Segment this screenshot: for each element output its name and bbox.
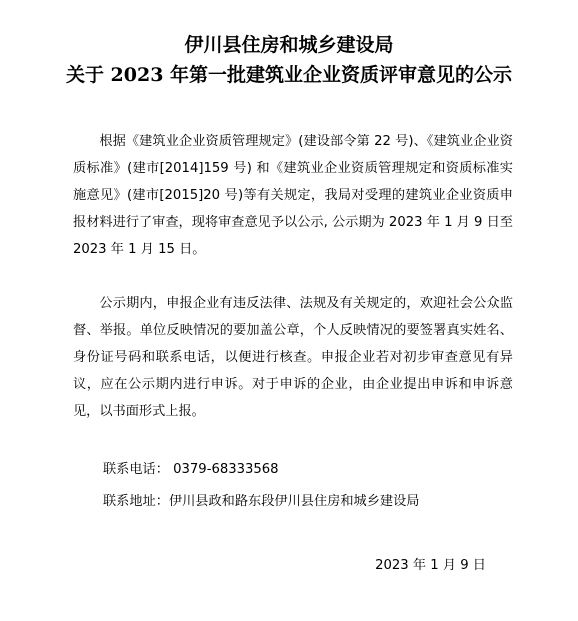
paragraph-supervision-text: 公示期内，申报企业有违反法律、法规及有关规定的，欢迎社会公众监督、举报。单位反映情况的要加盖公章，个人反映情况的要签署真实姓名、身份证号码和联系电话，以便进行核查。申报企业若对初步审查意见有异议，应在公示期内进行申诉。对于申诉的企业，由企业提出申诉和申诉意见，以书面形式上报。	[73, 296, 513, 419]
issuer-title: 伊川县住房和城乡建设局	[184, 34, 394, 56]
contact-phone: 联系电话： 0379-68333568	[103, 462, 279, 477]
paragraph-basis	[73, 128, 513, 263]
contact-address: 联系地址：伊川县政和路东段伊川县住房和城乡建设局	[103, 494, 420, 509]
issue-date: 2023 年 1 月 9 日	[375, 558, 486, 573]
paragraph-basis-text: 根据《建筑业企业资质管理规定》(建设部令第 22 号)、《建筑业企业资质标准》(建市[2014]159 号) 和《建筑业企业资质管理规定和资质标准实施意见》(建市[2015]20 号)等有关规定，我局对受理的建筑业企业资质申报材料进行了审查，现将审查意见予以公示, 公示期为 2023 年 1 月 9 日至 2023 年 1 月 15 日。	[73, 134, 513, 257]
paragraph-supervision	[73, 290, 513, 425]
notice-title: 关于 2023 年第一批建筑业企业资质评审意见的公示	[65, 64, 513, 86]
